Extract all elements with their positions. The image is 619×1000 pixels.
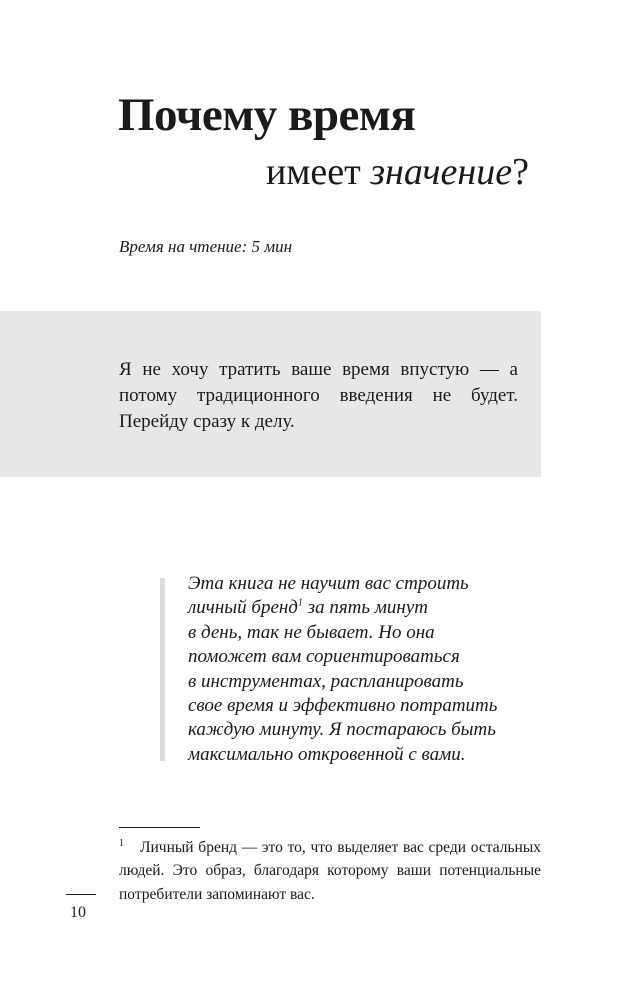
title-plain-text: имеет [266, 151, 371, 193]
footnote-divider [119, 827, 200, 828]
chapter-title-line1: Почему время [118, 89, 416, 141]
title-question-mark: ? [512, 151, 529, 193]
chapter-title-line2 [266, 150, 529, 194]
footnote-reference[interactable]: 1 [297, 598, 303, 610]
pull-quote [188, 572, 528, 767]
footnote [119, 836, 541, 906]
quote-line: каждую минуту. Я постараюсь быть [188, 719, 496, 741]
quote-line: максимально откровенной с вами. [188, 743, 466, 765]
intro-text: Я не хочу тратить ваше время впустую — а потому традиционного введения не будет. Перейду сразу к делу. [119, 359, 518, 432]
quote-line: в инструментах, распланировать [188, 670, 464, 692]
title-emphasis-text: значение [370, 151, 513, 193]
quote-line: Эта книга не научит вас строить [188, 573, 469, 594]
quote-line: в день, так не бывает. Но она [188, 621, 435, 643]
quote-line: поможет вам сориентироваться [188, 646, 460, 668]
quote-line-part: личный бренд [188, 597, 298, 619]
quote-line: свое время и эффективно потратить [188, 695, 498, 717]
page-number-rule [66, 894, 96, 895]
page-number: 10 [70, 904, 86, 921]
reading-time: Время на чтение: 5 мин [119, 237, 293, 256]
footnote-mark: 1 [119, 837, 124, 849]
quote-line-part: за пять минут [302, 597, 428, 619]
footnote-text: Личный бренд — это то, что выделяет вас среди остальных людей. Это образ, благодаря которому ваши потенциальные потребители запоминают вас. [119, 839, 541, 903]
quote-line [188, 596, 528, 620]
quote-bar [160, 578, 165, 761]
